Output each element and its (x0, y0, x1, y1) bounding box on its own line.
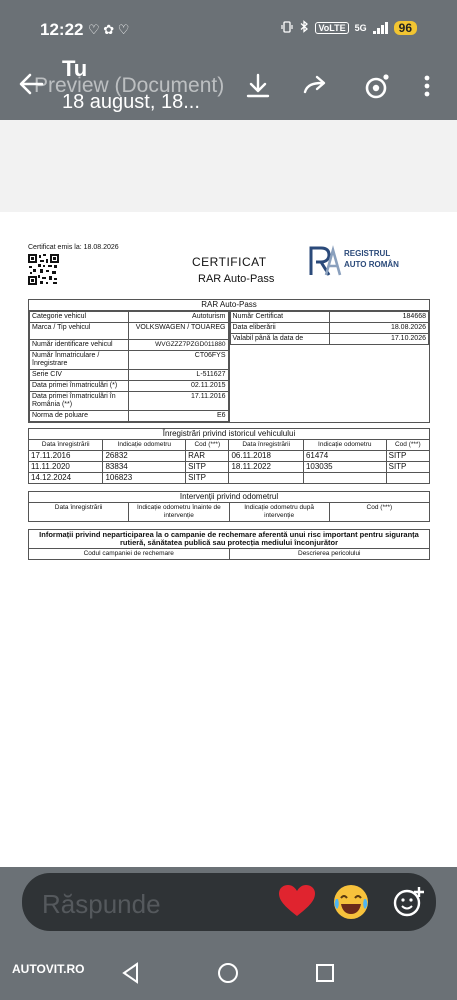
battery-indicator: 96 (394, 21, 417, 35)
page-subtitle: 18 august, 18... (62, 91, 200, 113)
field-value: 17.10.2026 (329, 334, 428, 345)
field-label: Valabil până la data de (230, 334, 329, 345)
certificate-document (28, 244, 430, 560)
cell (229, 473, 303, 484)
column-header: Cod (***) (386, 440, 429, 451)
app-bar (0, 56, 457, 120)
logo-text-line2: AUTO ROMÂN (344, 260, 399, 269)
column-header: Indicație odometru (103, 440, 186, 451)
field-value: CT06FYS (129, 351, 228, 370)
chat-title: Tu (62, 56, 88, 81)
bluetooth-icon (299, 20, 309, 36)
cell: 17.11.2016 (29, 451, 103, 462)
field-label: Data primei înmatriculări (*) (30, 381, 129, 392)
add-reaction-icon[interactable] (392, 885, 426, 924)
field-value: VOLKSWAGEN / TOUAREG (129, 323, 228, 340)
field-label: Categorie vehicul (30, 312, 129, 323)
cell: 18.11.2022 (229, 462, 303, 473)
status-bar (0, 0, 457, 60)
field-label: Număr Certificat (230, 312, 329, 323)
logo-text-line1: REGISTRUL (344, 249, 391, 258)
table-row (30, 312, 229, 323)
cell: 103035 (303, 462, 386, 473)
table-row (30, 381, 229, 392)
table-row (30, 340, 229, 351)
cell: SITP (386, 451, 429, 462)
viewer-top-band (0, 120, 457, 212)
notification-icons: ♡ ✿ ♡ (88, 22, 130, 37)
download-icon[interactable] (245, 72, 271, 105)
certificate-heading: CERTIFICAT (192, 255, 267, 269)
table-row (30, 323, 229, 340)
column-header: Indicație odometru (303, 440, 386, 451)
table-row (230, 312, 429, 323)
lens-icon[interactable] (362, 72, 392, 107)
column-header: Cod (***) (329, 503, 429, 522)
field-label: Data eliberării (230, 323, 329, 334)
forward-icon[interactable] (302, 72, 330, 105)
field-value: 02.11.2015 (129, 381, 228, 392)
table-row (30, 411, 229, 422)
brand-watermark: AUTOVIT.RO (12, 962, 85, 976)
certificate-subheading: RAR Auto-Pass (198, 273, 275, 285)
reply-bar[interactable] (22, 873, 436, 931)
network-type: 5G (354, 23, 367, 33)
cell: 106823 (103, 473, 186, 484)
field-label: Serie CIV (30, 370, 129, 381)
cell: SITP (186, 473, 229, 484)
column-header: Data înregistrării (29, 503, 129, 522)
column-header: Data înregistrării (29, 440, 103, 451)
table-row (30, 392, 229, 411)
table-row (29, 462, 430, 473)
table-row (30, 370, 229, 381)
heart-emoji-icon[interactable] (278, 884, 316, 923)
issue-date: Certificat emis la: 18.08.2026 (28, 244, 119, 251)
cell: RAR (186, 451, 229, 462)
field-label: Marca / Tip vehicul (30, 323, 129, 340)
table-row (29, 451, 430, 462)
campaign-title: Informații privind neparticiparea la o campanie de rechemare aferentă unui risc important pentru siguranța rutieră, sănătatea publică sau protecția mediului înconjurător (29, 530, 430, 549)
nav-home-icon[interactable] (217, 962, 239, 989)
nav-back-icon[interactable] (120, 962, 142, 989)
reply-input[interactable]: Răspunde (42, 889, 161, 919)
odometer-table (28, 491, 430, 522)
field-label: Norma de poluare (30, 411, 129, 422)
field-value: L-511627 (129, 370, 228, 381)
rar-logo (308, 244, 342, 278)
table-row (30, 351, 229, 370)
cell: 61474 (303, 451, 386, 462)
recall-campaign-table (28, 529, 430, 560)
field-value: 17.11.2016 (129, 392, 228, 411)
field-value: E6 (129, 411, 228, 422)
field-value: WVGZZZ7PZGD011880 (129, 340, 228, 351)
nav-bar (0, 950, 457, 1000)
section-title: RAR Auto-Pass (29, 300, 430, 311)
table-row (230, 334, 429, 345)
vibrate-icon (281, 21, 293, 36)
column-header: Cod (***) (186, 440, 229, 451)
field-label: Număr identificare vehicul (30, 340, 129, 351)
column-header: Indicație odometru după intervenție (229, 503, 329, 522)
cell: 11.11.2020 (29, 462, 103, 473)
cell: 83834 (103, 462, 186, 473)
cell: SITP (386, 462, 429, 473)
field-label: Data primei înmatriculări în România (**) (30, 392, 129, 411)
more-options-icon[interactable] (422, 72, 432, 105)
column-header: Descrierea pericolului (229, 549, 430, 560)
bottom-panel (0, 867, 457, 1000)
laughing-emoji-icon[interactable] (332, 883, 370, 926)
field-value: 18.08.2026 (329, 323, 428, 334)
table-row (29, 473, 430, 484)
cell: 14.12.2024 (29, 473, 103, 484)
page-title: Preview (Document) (34, 74, 225, 97)
odometer-title: Intervenții privind odometrul (29, 492, 430, 503)
cell: SITP (186, 462, 229, 473)
history-table (28, 428, 430, 484)
field-value: 184668 (329, 312, 428, 323)
field-value: Autoturism (129, 312, 228, 323)
column-header: Data înregistrării (229, 440, 303, 451)
signal-icon (373, 22, 388, 34)
history-title: Înregistrări privind istoricul vehiculului (29, 429, 430, 440)
nav-recents-icon[interactable] (314, 962, 336, 989)
column-header: Codul campaniei de rechemare (29, 549, 230, 560)
qr-code (28, 254, 59, 285)
cell (386, 473, 429, 484)
vehicle-info-table (28, 299, 430, 423)
column-header: Indicație odometru înainte de intervenție (129, 503, 229, 522)
cell (303, 473, 386, 484)
table-row (230, 323, 429, 334)
clock: 12:22 (40, 20, 84, 39)
cell: 06.11.2018 (229, 451, 303, 462)
field-label: Număr înmatriculare / înregistrare (30, 351, 129, 370)
volte-badge: VoLTE (315, 22, 348, 34)
cell: 26832 (103, 451, 186, 462)
